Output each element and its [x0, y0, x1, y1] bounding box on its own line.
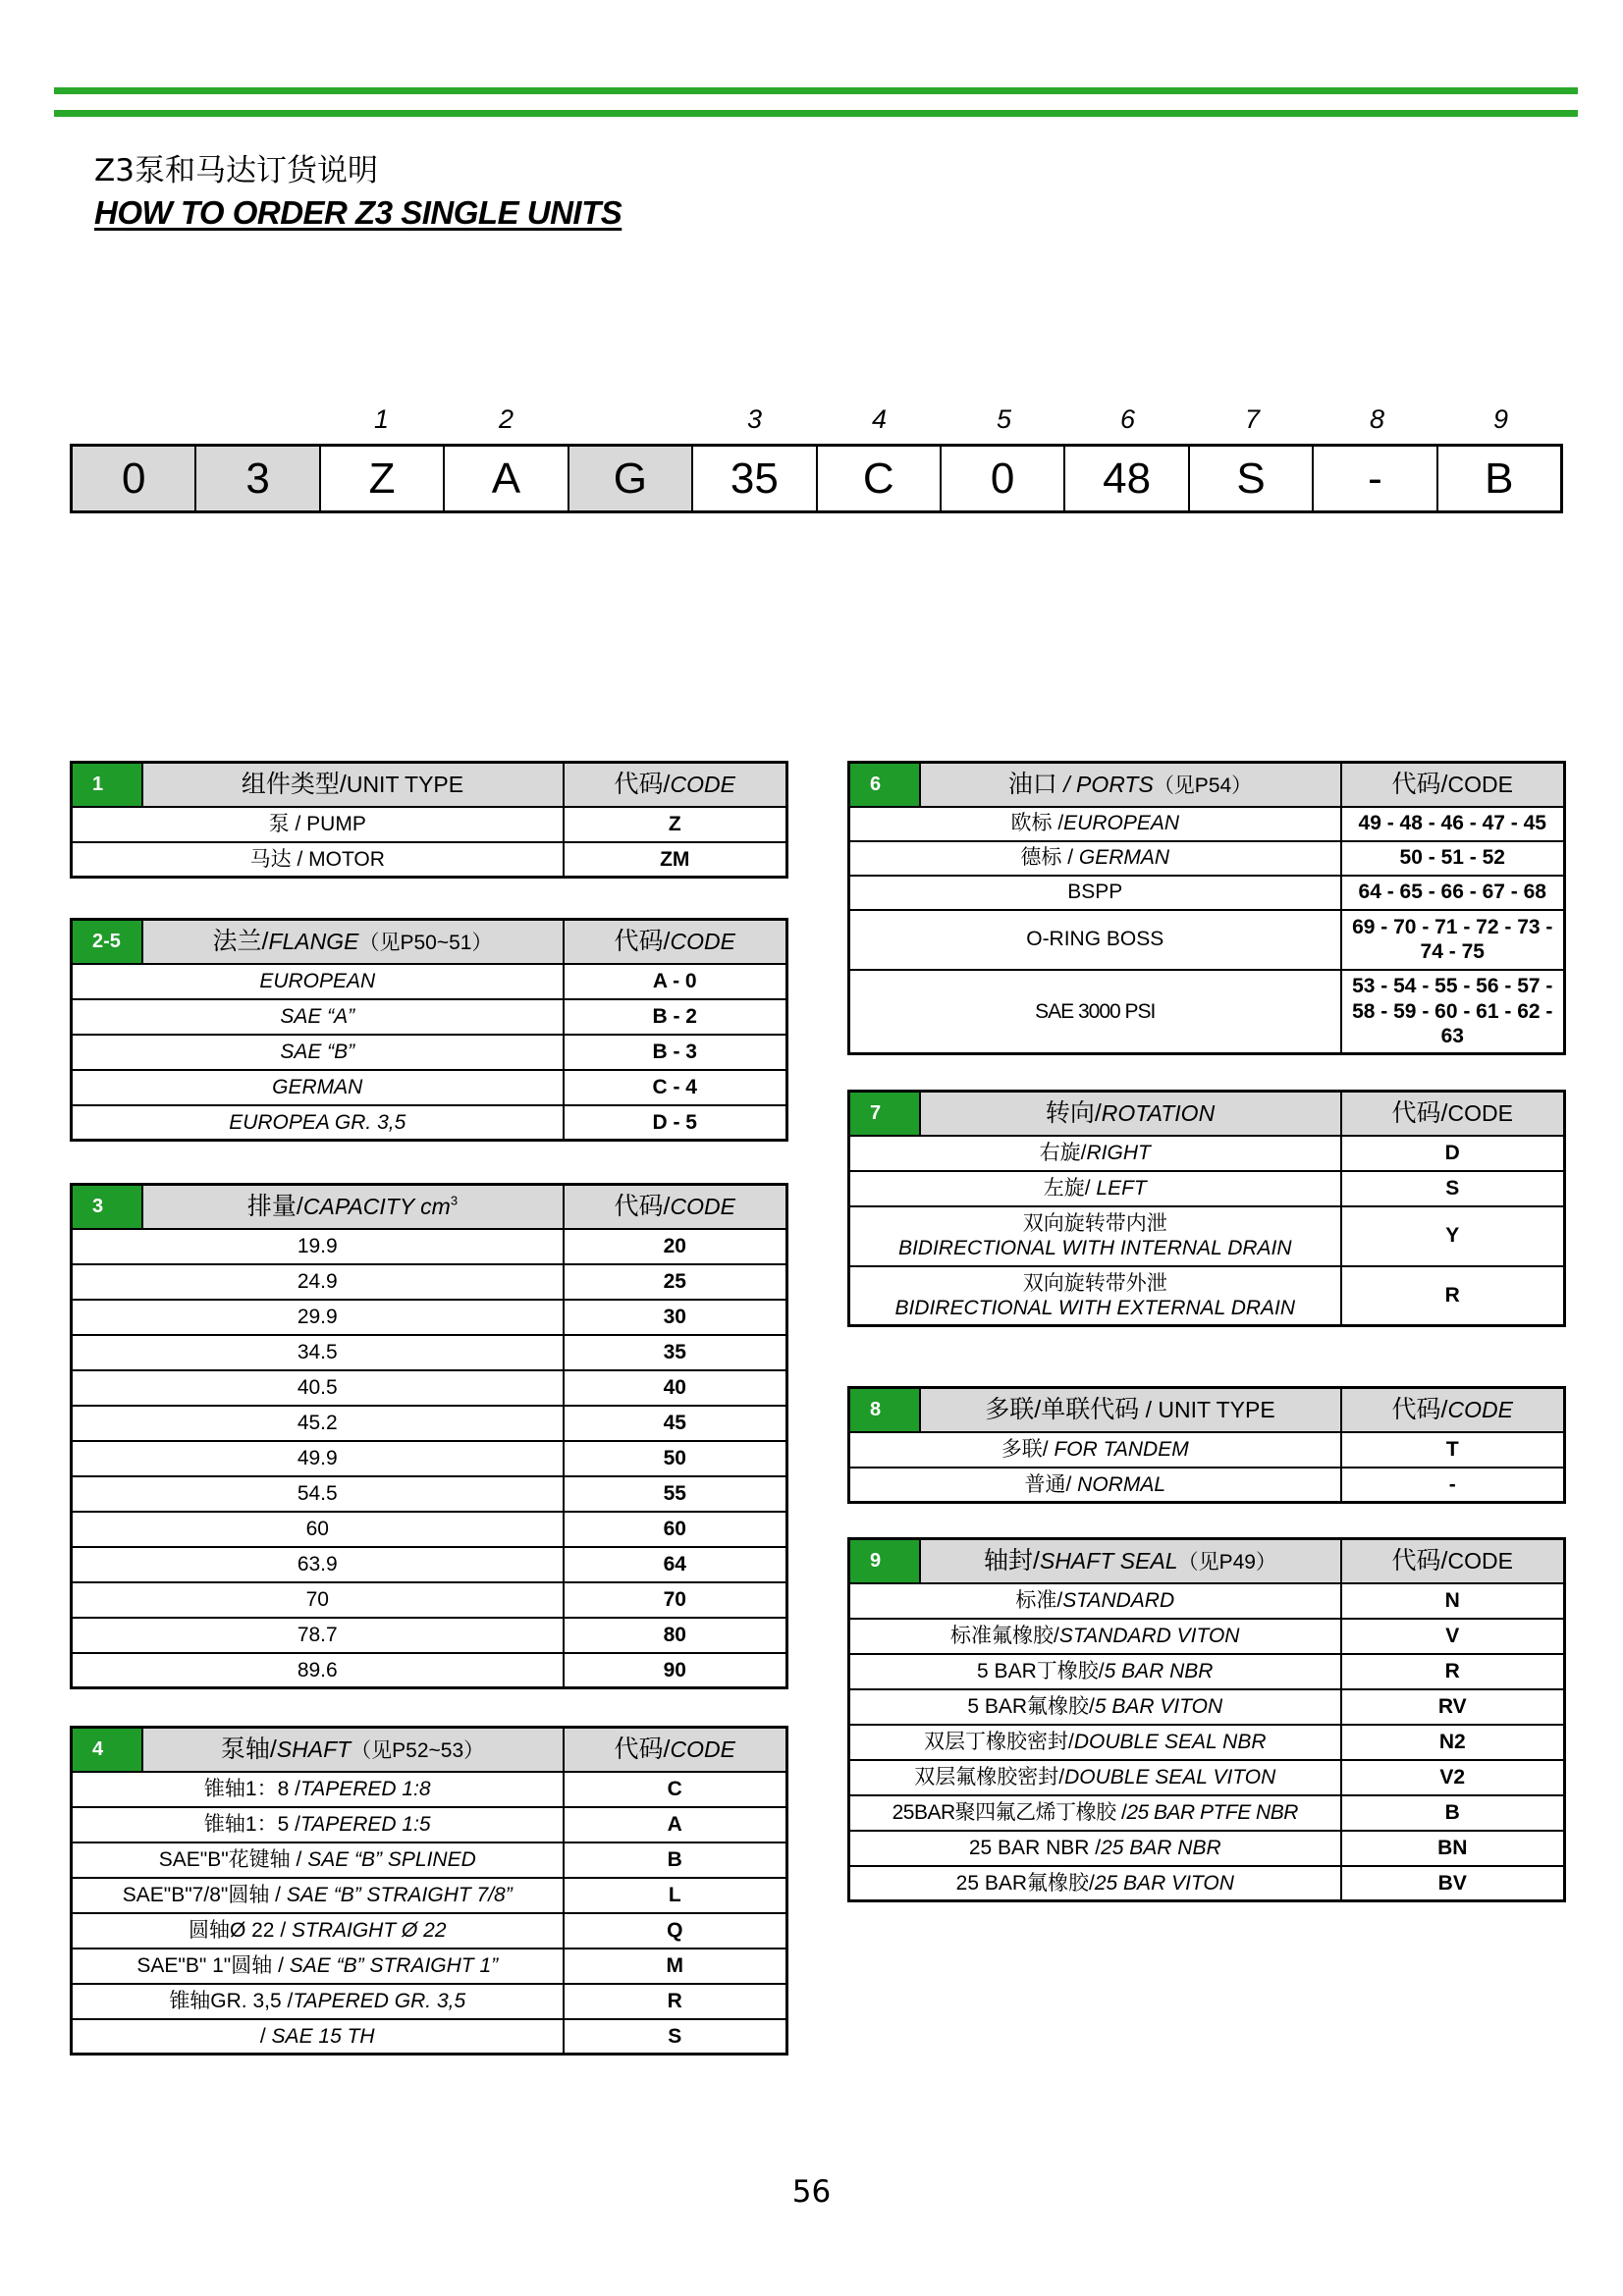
section-number: 4 [72, 1728, 142, 1772]
row-code: 20 [564, 1229, 787, 1264]
table-row [72, 1229, 787, 1264]
row-code: 40 [564, 1370, 787, 1406]
table-row [72, 1370, 787, 1406]
table-row [72, 1653, 787, 1688]
section-number: 8 [849, 1388, 920, 1432]
rotation-table [847, 1090, 1566, 1327]
row-code: B - 2 [564, 999, 787, 1035]
table-row [72, 1070, 787, 1105]
row-code: C [564, 1772, 787, 1807]
row-label: SAE"B"花键轴 / SAE “B” SPLINED [72, 1842, 564, 1878]
row-label: 双向旋转带外泄 BIDIRECTIONAL WITH EXTERNAL DRAIN [849, 1266, 1341, 1326]
row-label: 29.9 [72, 1300, 564, 1335]
row-code: Q [564, 1913, 787, 1949]
row-code: R [1341, 1654, 1565, 1689]
row-label: 63.9 [72, 1547, 564, 1582]
table-row [72, 1035, 787, 1070]
row-label: 24.9 [72, 1264, 564, 1300]
position-label: 5 [996, 404, 1012, 434]
row-code: 30 [564, 1300, 787, 1335]
code-cell: C [818, 447, 942, 510]
row-label: 多联/ FOR TANDEM [849, 1432, 1341, 1468]
code-header: 代码/CODE [564, 920, 787, 964]
table-row [849, 1866, 1565, 1901]
section-title: 油口 / PORTS（见P54） [920, 763, 1341, 807]
position-label: 2 [498, 404, 514, 434]
row-code: 35 [564, 1335, 787, 1370]
row-label: 60 [72, 1512, 564, 1547]
row-label: SAE 3000 PSI [849, 970, 1341, 1054]
table-row [72, 1476, 787, 1512]
row-label: 锥轴GR. 3,5 /TAPERED GR. 3,5 [72, 1984, 564, 2019]
code-header: 代码/CODE [564, 763, 787, 807]
code-cell: Z [321, 447, 445, 510]
table-row [849, 1136, 1565, 1171]
row-label: SAE “A” [72, 999, 564, 1035]
row-code: L [564, 1878, 787, 1913]
table-row [72, 1878, 787, 1913]
section-title: 泵轴/SHAFT（见P52~53） [142, 1728, 564, 1772]
section-title: 排量/CAPACITY $cm^3$ [142, 1185, 564, 1229]
row-label: 5 BAR丁橡胶/5 BAR NBR [849, 1654, 1341, 1689]
table-row [72, 1772, 787, 1807]
position-label: 4 [871, 404, 888, 434]
table-row [72, 2019, 787, 2055]
row-code: 70 [564, 1582, 787, 1618]
row-label: 锥轴1：8 /TAPERED 1:8 [72, 1772, 564, 1807]
row-label: SAE “B” [72, 1035, 564, 1070]
row-label: 25BAR聚四氟乙烯丁橡胶 /25 BAR PTFE NBR [849, 1795, 1341, 1831]
code-cell: - [1314, 447, 1437, 510]
row-label: EUROPEA GR. 3,5 [72, 1105, 564, 1141]
code-cell: G [569, 447, 693, 510]
table-row [849, 1171, 1565, 1206]
section-number: 3 [72, 1185, 142, 1229]
table-row [849, 1619, 1565, 1654]
row-code: 45 [564, 1406, 787, 1441]
page-title-en: HOW TO ORDER Z3 SINGLE UNITS [94, 194, 622, 231]
table-row [849, 841, 1565, 876]
table-row [849, 1760, 1565, 1795]
section-number: 9 [849, 1539, 920, 1583]
row-label: 左旋/ LEFT [849, 1171, 1341, 1206]
table-row [849, 1468, 1565, 1503]
table-row [849, 876, 1565, 910]
row-code: D - 5 [564, 1105, 787, 1141]
flange-table [70, 918, 788, 1142]
table-row [72, 1264, 787, 1300]
row-code: R [1341, 1266, 1565, 1326]
row-label: 锥轴1：5 /TAPERED 1:5 [72, 1807, 564, 1842]
table-row [72, 1618, 787, 1653]
table-row [849, 910, 1565, 970]
row-code: RV [1341, 1689, 1565, 1725]
table-row [72, 1441, 787, 1476]
code-cell: 35 [693, 447, 817, 510]
row-label: 25 BAR氟橡胶/25 BAR VITON [849, 1866, 1341, 1901]
table-row [72, 1949, 787, 1984]
section-title: 转向/ROTATION [920, 1092, 1341, 1136]
code-header: 代码/CODE [1341, 1539, 1565, 1583]
row-label: 双层氟橡胶密封/DOUBLE SEAL VITON [849, 1760, 1341, 1795]
row-code: Z [564, 807, 787, 842]
row-code: BN [1341, 1831, 1565, 1866]
row-code: 64 [564, 1547, 787, 1582]
code-header: 代码/CODE [1341, 1092, 1565, 1136]
table-row [849, 1432, 1565, 1468]
row-code: T [1341, 1432, 1565, 1468]
table-row [72, 1842, 787, 1878]
table-row [72, 1582, 787, 1618]
code-cell: 48 [1065, 447, 1189, 510]
table-row [72, 1547, 787, 1582]
capacity-table [70, 1183, 788, 1689]
table-row [849, 1206, 1565, 1266]
row-label: 70 [72, 1582, 564, 1618]
row-code: C - 4 [564, 1070, 787, 1105]
row-code: 49 - 48 - 46 - 47 - 45 [1341, 807, 1565, 841]
row-code: S [564, 2019, 787, 2055]
row-label: 欧标 /EUROPEAN [849, 807, 1341, 841]
position-label: 8 [1369, 404, 1385, 434]
table-row [849, 1266, 1565, 1326]
header-rule-bottom [54, 110, 1578, 117]
section-number: 1 [72, 763, 142, 807]
table-row [849, 1725, 1565, 1760]
position-label: 7 [1244, 404, 1261, 434]
code-cell: 0 [942, 447, 1065, 510]
code-header: 代码/CODE [1341, 763, 1565, 807]
row-label: 右旋/RIGHT [849, 1136, 1341, 1171]
row-code: D [1341, 1136, 1565, 1171]
table-row [849, 1583, 1565, 1619]
code-cell: A [445, 447, 568, 510]
row-code: B - 3 [564, 1035, 787, 1070]
row-code: V [1341, 1619, 1565, 1654]
section-number: 2-5 [72, 920, 142, 964]
row-label: BSPP [849, 876, 1341, 910]
row-label: 89.6 [72, 1653, 564, 1688]
row-code: ZM [564, 842, 787, 878]
row-code: S [1341, 1171, 1565, 1206]
row-code: 50 - 51 - 52 [1341, 841, 1565, 876]
table-row [72, 1406, 787, 1441]
unit-type-table [70, 761, 788, 879]
table-row [72, 1300, 787, 1335]
table-row [72, 807, 787, 842]
row-label: 40.5 [72, 1370, 564, 1406]
row-code: 25 [564, 1264, 787, 1300]
table-row [72, 842, 787, 878]
table-row [849, 970, 1565, 1054]
row-code: BV [1341, 1866, 1565, 1901]
row-label: 19.9 [72, 1229, 564, 1264]
row-label: 标准/STANDARD [849, 1583, 1341, 1619]
row-label: 49.9 [72, 1441, 564, 1476]
header-rule-top [54, 87, 1578, 94]
table-row [72, 999, 787, 1035]
row-label: 德标 / GERMAN [849, 841, 1341, 876]
section-number: 6 [849, 763, 920, 807]
row-code: Y [1341, 1206, 1565, 1266]
row-label: 5 BAR氟橡胶/5 BAR VITON [849, 1689, 1341, 1725]
row-code: 64 - 65 - 66 - 67 - 68 [1341, 876, 1565, 910]
shaft-seal-table [847, 1537, 1566, 1902]
table-row [72, 1512, 787, 1547]
row-code: 69 - 70 - 71 - 72 - 73 - 74 - 75 [1341, 910, 1565, 970]
row-label: 54.5 [72, 1476, 564, 1512]
row-code: 55 [564, 1476, 787, 1512]
position-label: 6 [1119, 404, 1136, 434]
row-code: 53 - 54 - 55 - 56 - 57 - 58 - 59 - 60 - 61 - 62 - 63 [1341, 970, 1565, 1054]
table-row [849, 807, 1565, 841]
table-row [72, 1913, 787, 1949]
row-code: A - 0 [564, 964, 787, 999]
table-row [849, 1795, 1565, 1831]
ports-table [847, 761, 1566, 1055]
row-label: 25 BAR NBR /25 BAR NBR [849, 1831, 1341, 1866]
table-row [849, 1654, 1565, 1689]
row-code: 80 [564, 1618, 787, 1653]
row-code: 50 [564, 1441, 787, 1476]
row-code: R [564, 1984, 787, 2019]
code-cell: 0 [73, 447, 196, 510]
page-title-cn: Z3泵和马达订货说明 [94, 153, 378, 188]
row-label: 34.5 [72, 1335, 564, 1370]
section-title: 组件类型/UNIT TYPE [142, 763, 564, 807]
position-label: 9 [1492, 404, 1509, 434]
row-label: 双向旋转带内泄 BIDIRECTIONAL WITH INTERNAL DRAIN [849, 1206, 1341, 1266]
row-label: 标准氟橡胶/STANDARD VITON [849, 1619, 1341, 1654]
page-number: 56 [791, 2174, 832, 2210]
row-label: 普通/ NORMAL [849, 1468, 1341, 1503]
row-code: N [1341, 1583, 1565, 1619]
row-code: N2 [1341, 1725, 1565, 1760]
code-header: 代码/CODE [564, 1728, 787, 1772]
order-code-strip [70, 444, 1563, 513]
code-header: 代码/CODE [1341, 1388, 1565, 1432]
code-header: 代码/CODE [564, 1185, 787, 1229]
tandem-table [847, 1386, 1566, 1504]
row-code: B [564, 1842, 787, 1878]
code-cell: B [1485, 454, 1514, 503]
row-label: 泵 / PUMP [72, 807, 564, 842]
position-label: 1 [373, 404, 390, 434]
row-code: - [1341, 1468, 1565, 1503]
code-cell: S [1190, 447, 1314, 510]
section-title: 轴封/SHAFT SEAL（见P49） [920, 1539, 1341, 1583]
row-code: B [1341, 1795, 1565, 1831]
code-cell: 3 [196, 447, 320, 510]
table-row [849, 1831, 1565, 1866]
table-row [849, 1689, 1565, 1725]
table-row [72, 1807, 787, 1842]
row-label: SAE"B" 1"圆轴 / SAE “B” STRAIGHT 1” [72, 1949, 564, 1984]
position-label: 3 [746, 404, 763, 434]
section-number: 7 [849, 1092, 920, 1136]
row-label: 78.7 [72, 1618, 564, 1653]
row-code: 60 [564, 1512, 787, 1547]
row-label: EUROPEAN [72, 964, 564, 999]
row-code: 90 [564, 1653, 787, 1688]
section-title: 法兰/FLANGE（见P50~51） [142, 920, 564, 964]
row-code: V2 [1341, 1760, 1565, 1795]
row-label: 45.2 [72, 1406, 564, 1441]
shaft-table [70, 1726, 788, 2056]
row-label: 圆轴Ø 22 / STRAIGHT Ø 22 [72, 1913, 564, 1949]
table-row [72, 1335, 787, 1370]
row-label: SAE"B"7/8"圆轴 / SAE “B” STRAIGHT 7/8” [72, 1878, 564, 1913]
row-code: A [564, 1807, 787, 1842]
table-row [72, 1105, 787, 1141]
row-label: O-RING BOSS [849, 910, 1341, 970]
row-label: GERMAN [72, 1070, 564, 1105]
table-row [72, 964, 787, 999]
row-label: / SAE 15 TH [72, 2019, 564, 2055]
table-row [72, 1984, 787, 2019]
row-code: M [564, 1949, 787, 1984]
row-label: 双层丁橡胶密封/DOUBLE SEAL NBR [849, 1725, 1341, 1760]
section-title: 多联/单联代码 / UNIT TYPE [920, 1388, 1341, 1432]
row-label: 马达 / MOTOR [72, 842, 564, 878]
